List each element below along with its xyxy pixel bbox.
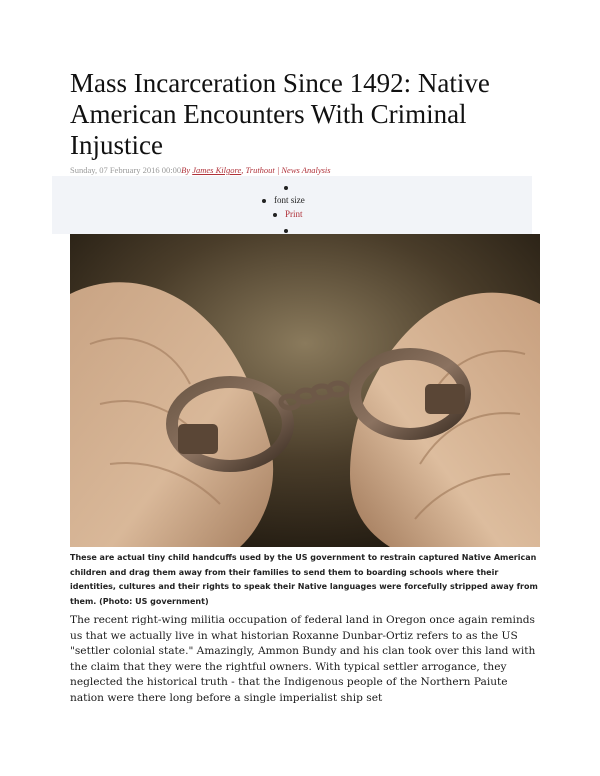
bullet-icon: [284, 229, 288, 233]
byline-source: , Truthout | News Analysis: [241, 165, 331, 175]
font-size-control[interactable]: [262, 195, 305, 205]
article-title: Mass Incarceration Since 1492: Native American Encounters With Criminal Injustice: [70, 68, 490, 160]
font-size-label: font size: [274, 195, 305, 205]
author-link[interactable]: James Kilgore: [192, 165, 242, 175]
article-body: The recent right-wing militia occupation of federal land in Oregon once again reminds us that we actually live in what historian Roxanne Dunbar-Ortiz refers to as the US "settler colonial state." Amazingly, Ammon Bundy and his clan took over this land with the claim that they were the rightful owners. With typical settler arrogance, they neglected the historical truth - that the Indigenous people of the Northern Paiute nation were there long before a single imperialist ship set: [70, 614, 536, 704]
publish-date: Sunday, 07 February 2016 00:00: [70, 165, 182, 175]
photo-caption: These are actual tiny child handcuffs used by the US government to restrain captured Native American children and drag them away from their families to send them to boarding schools where their identities, cultures and their rights to speak their Native languages were forcefully stripped away from them. (Photo: US government): [70, 553, 538, 606]
bullet-icon: [284, 186, 288, 190]
print-link[interactable]: Print: [285, 209, 303, 219]
print-item: [273, 209, 303, 219]
article-meta: [70, 165, 331, 175]
handcuffs-photo-graphic: [70, 234, 540, 547]
toolbar-empty-item: [284, 182, 296, 192]
bullet-icon: [273, 213, 277, 217]
article-photo: [70, 234, 540, 547]
byline-prefix: By: [181, 165, 193, 175]
article-toolbar: [52, 176, 532, 234]
bullet-icon: [262, 199, 266, 203]
